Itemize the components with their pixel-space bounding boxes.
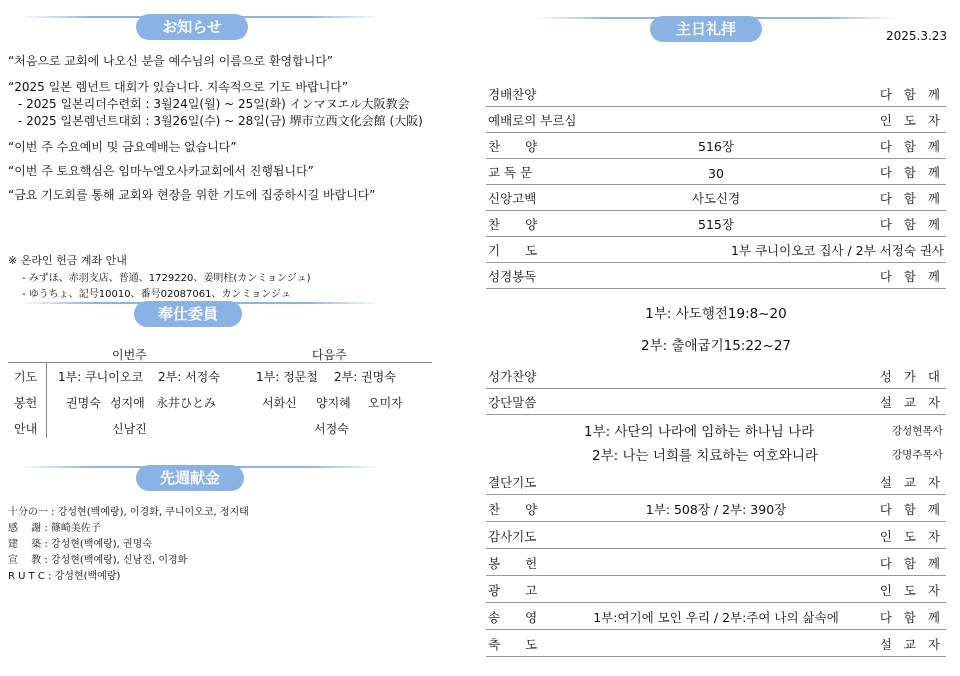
service-row-label: 교 독 문 xyxy=(488,165,533,180)
service-row-leader: 다 함 께 xyxy=(879,191,944,206)
service-row-label: 예배로의 부르심 xyxy=(488,113,577,128)
service-row-prayer xyxy=(486,236,946,263)
service-row-leader: 다 함 께 xyxy=(879,610,944,625)
notice-no-services: “이번 주 수요예비 및 금요예배는 없습니다” xyxy=(8,140,237,154)
service-row-leader: 다 함 께 xyxy=(879,139,944,154)
notice-header: お知らせ xyxy=(136,14,248,40)
service-row-sermon xyxy=(486,388,946,415)
service-row-label: 결단기도 xyxy=(488,475,537,490)
duty-label-prayer: 기도 xyxy=(14,370,38,384)
service-row-leader: 다 함 께 xyxy=(879,165,944,180)
service-row-detail: 사도신경 xyxy=(691,191,741,206)
service-row-choir xyxy=(486,362,946,389)
duty-offering-next-3: 오미자 xyxy=(368,396,403,410)
duty-offering-this-3: 永井ひとみ xyxy=(156,396,217,410)
service-row-label: 광 고 xyxy=(488,583,538,598)
service-row-label: 송 영 xyxy=(488,610,538,625)
offering-building: 建 築 : 강성현(백예랑), 권명숙 xyxy=(8,539,153,550)
service-row-detail: 30 xyxy=(708,166,724,181)
duty-prayer-this-2: 2부: 서정숙 xyxy=(158,370,220,384)
duty-table-divider xyxy=(46,362,47,438)
service-date: 2025.3.23 xyxy=(886,29,948,43)
service-row-creed xyxy=(486,184,946,211)
service-row-decision-prayer xyxy=(486,468,946,495)
notice-saturday: “이번 주 토요핵심은 임마누엘오사카교회에서 진행됩니다” xyxy=(8,164,314,178)
duty-table-rule xyxy=(8,362,432,363)
duty-label-offering: 봉헌 xyxy=(14,396,38,410)
scripture-verse-1: 1부: 사도행전19:8~20 xyxy=(645,306,787,322)
service-row-benediction xyxy=(486,630,946,657)
service-row-offering xyxy=(486,549,946,576)
duty-label-usher: 안내 xyxy=(14,422,38,436)
duty-header: 奉仕委員 xyxy=(134,301,242,327)
service-row-scripture xyxy=(486,262,946,289)
sermon-title-2: 2부: 나는 너희를 치료하는 여호와니라 xyxy=(592,448,818,464)
service-row-leader: 설 교 자 xyxy=(879,475,944,490)
service-row-praise xyxy=(486,80,946,107)
service-row-leader: 다 함 께 xyxy=(879,269,944,284)
service-row-label: 신앙고백 xyxy=(488,191,537,206)
service-row-leader: 다 함 께 xyxy=(879,502,944,517)
duty-usher-next: 서정숙 xyxy=(314,422,349,436)
duty-offering-next-2: 양지혜 xyxy=(316,396,351,410)
service-row-label: 봉 헌 xyxy=(488,556,538,571)
service-row-label: 경배찬양 xyxy=(488,87,537,102)
service-row-detail: 515장 xyxy=(698,217,734,232)
notice-leader-retreat: - 2025 일본리더수련회 : 3월24일(월) ~ 25일(화) インマヌエル大阪教会 xyxy=(18,97,410,111)
notice-welcome: “처음으로 교회에 나오신 분을 예수님의 이름으로 환영합니다” xyxy=(8,54,334,68)
service-row-label: 찬 양 xyxy=(488,139,538,154)
service-row-label: 강단말씀 xyxy=(488,395,537,410)
service-row-responsive-reading xyxy=(486,158,946,185)
service-row-leader: 성 가 대 xyxy=(879,369,944,384)
service-row-leader: 인 도 자 xyxy=(879,529,944,544)
service-row-leader: 인 도 자 xyxy=(879,113,944,128)
service-row-call-to-worship xyxy=(486,106,946,133)
duty-offering-this-2: 성지애 xyxy=(110,396,145,410)
service-row-label: 감사기도 xyxy=(488,529,537,544)
online-offering-title: ※ 온라인 헌금 계좌 안내 xyxy=(8,254,127,267)
service-row-label: 성경봉독 xyxy=(488,269,537,284)
service-row-hymn-1 xyxy=(486,132,946,159)
service-row-detail: 1부 쿠니이오코 집사 / 2부 서정숙 권사 xyxy=(730,243,944,258)
sermon-title-1: 1부: 사단의 나라에 임하는 하나님 나라 xyxy=(584,424,815,440)
service-row-leader: 인 도 자 xyxy=(879,583,944,598)
service-row-label: 성가찬양 xyxy=(488,369,537,384)
offering-thanks: 感 謝 : 篠崎美佐子 xyxy=(8,523,101,534)
service-row-leader: 다 함 께 xyxy=(879,217,944,232)
online-offering-yucho: - ゆうちょ、記号10010、番号02087061、カンミョンジュ xyxy=(22,289,291,300)
service-row-thanks-prayer xyxy=(486,522,946,549)
service-header: 主日礼拝 xyxy=(650,16,762,42)
notice-friday-prayer: “금요 기도회를 통해 교회와 현장을 위한 기도에 집중하시길 바랍니다” xyxy=(8,188,376,202)
notice-remnant-convention: - 2025 일본렘넌트대회 : 3월26일(수) ~ 28일(금) 堺市立西文化会館 (大阪) xyxy=(18,114,423,128)
service-row-leader: 설 교 자 xyxy=(879,395,944,410)
scripture-verse-2: 2부: 출애굽기15:22~27 xyxy=(640,338,792,354)
sermon-preacher-1: 강성현목사 xyxy=(892,425,943,437)
service-row-doxology xyxy=(486,603,946,630)
service-row-leader: 다 함 께 xyxy=(879,556,944,571)
service-row-hymn-2 xyxy=(486,210,946,237)
service-row-hymn-3 xyxy=(486,495,946,522)
service-row-label: 찬 양 xyxy=(488,217,538,232)
service-row-detail: 516장 xyxy=(698,139,734,154)
duty-usher-this: 신남진 xyxy=(112,422,147,436)
offering-tithe: 十分の一 : 강성현(백예랑), 이경화, 쿠니이오코, 정지태 xyxy=(8,507,249,518)
service-row-leader: 설 교 자 xyxy=(879,637,944,652)
sermon-preacher-2: 강명주목사 xyxy=(892,449,943,461)
duty-next-week-heading: 다음주 xyxy=(312,348,347,362)
duty-prayer-next-1: 1부: 정문철 xyxy=(256,370,318,384)
duty-offering-this-1: 권명숙 xyxy=(66,396,101,410)
duty-this-week-heading: 이번주 xyxy=(112,348,147,362)
service-row-detail: 1부:여기에 모인 우리 / 2부:주여 나의 삶속에 xyxy=(593,610,839,625)
offering-header: 先週献金 xyxy=(136,465,244,491)
offering-rutc: R U T C : 강성현(백예랑) xyxy=(8,571,121,582)
duty-prayer-next-2: 2부: 권명숙 xyxy=(334,370,396,384)
service-row-leader: 다 함 께 xyxy=(879,87,944,102)
duty-prayer-this-1: 1부: 쿠니이오코 xyxy=(58,370,144,384)
notice-remnant: “2025 일본 렘넌트 대회가 있습니다. 지속적으로 기도 바랍니다” xyxy=(8,80,349,94)
service-row-detail: 1부: 508장 / 2부: 390장 xyxy=(645,502,787,517)
offering-mission: 宣 教 : 강성현(백예랑), 신남진, 이경화 xyxy=(8,555,188,566)
service-row-label: 기 도 xyxy=(488,243,538,258)
service-row-label: 축 도 xyxy=(488,637,538,652)
duty-offering-next-1: 서화신 xyxy=(262,396,297,410)
service-row-announcements xyxy=(486,576,946,603)
service-row-label: 찬 양 xyxy=(488,502,538,517)
online-offering-mizuho: - みずほ、赤羽支店、普通、1729220、姜明柱(カンミョンジュ) xyxy=(22,273,311,284)
